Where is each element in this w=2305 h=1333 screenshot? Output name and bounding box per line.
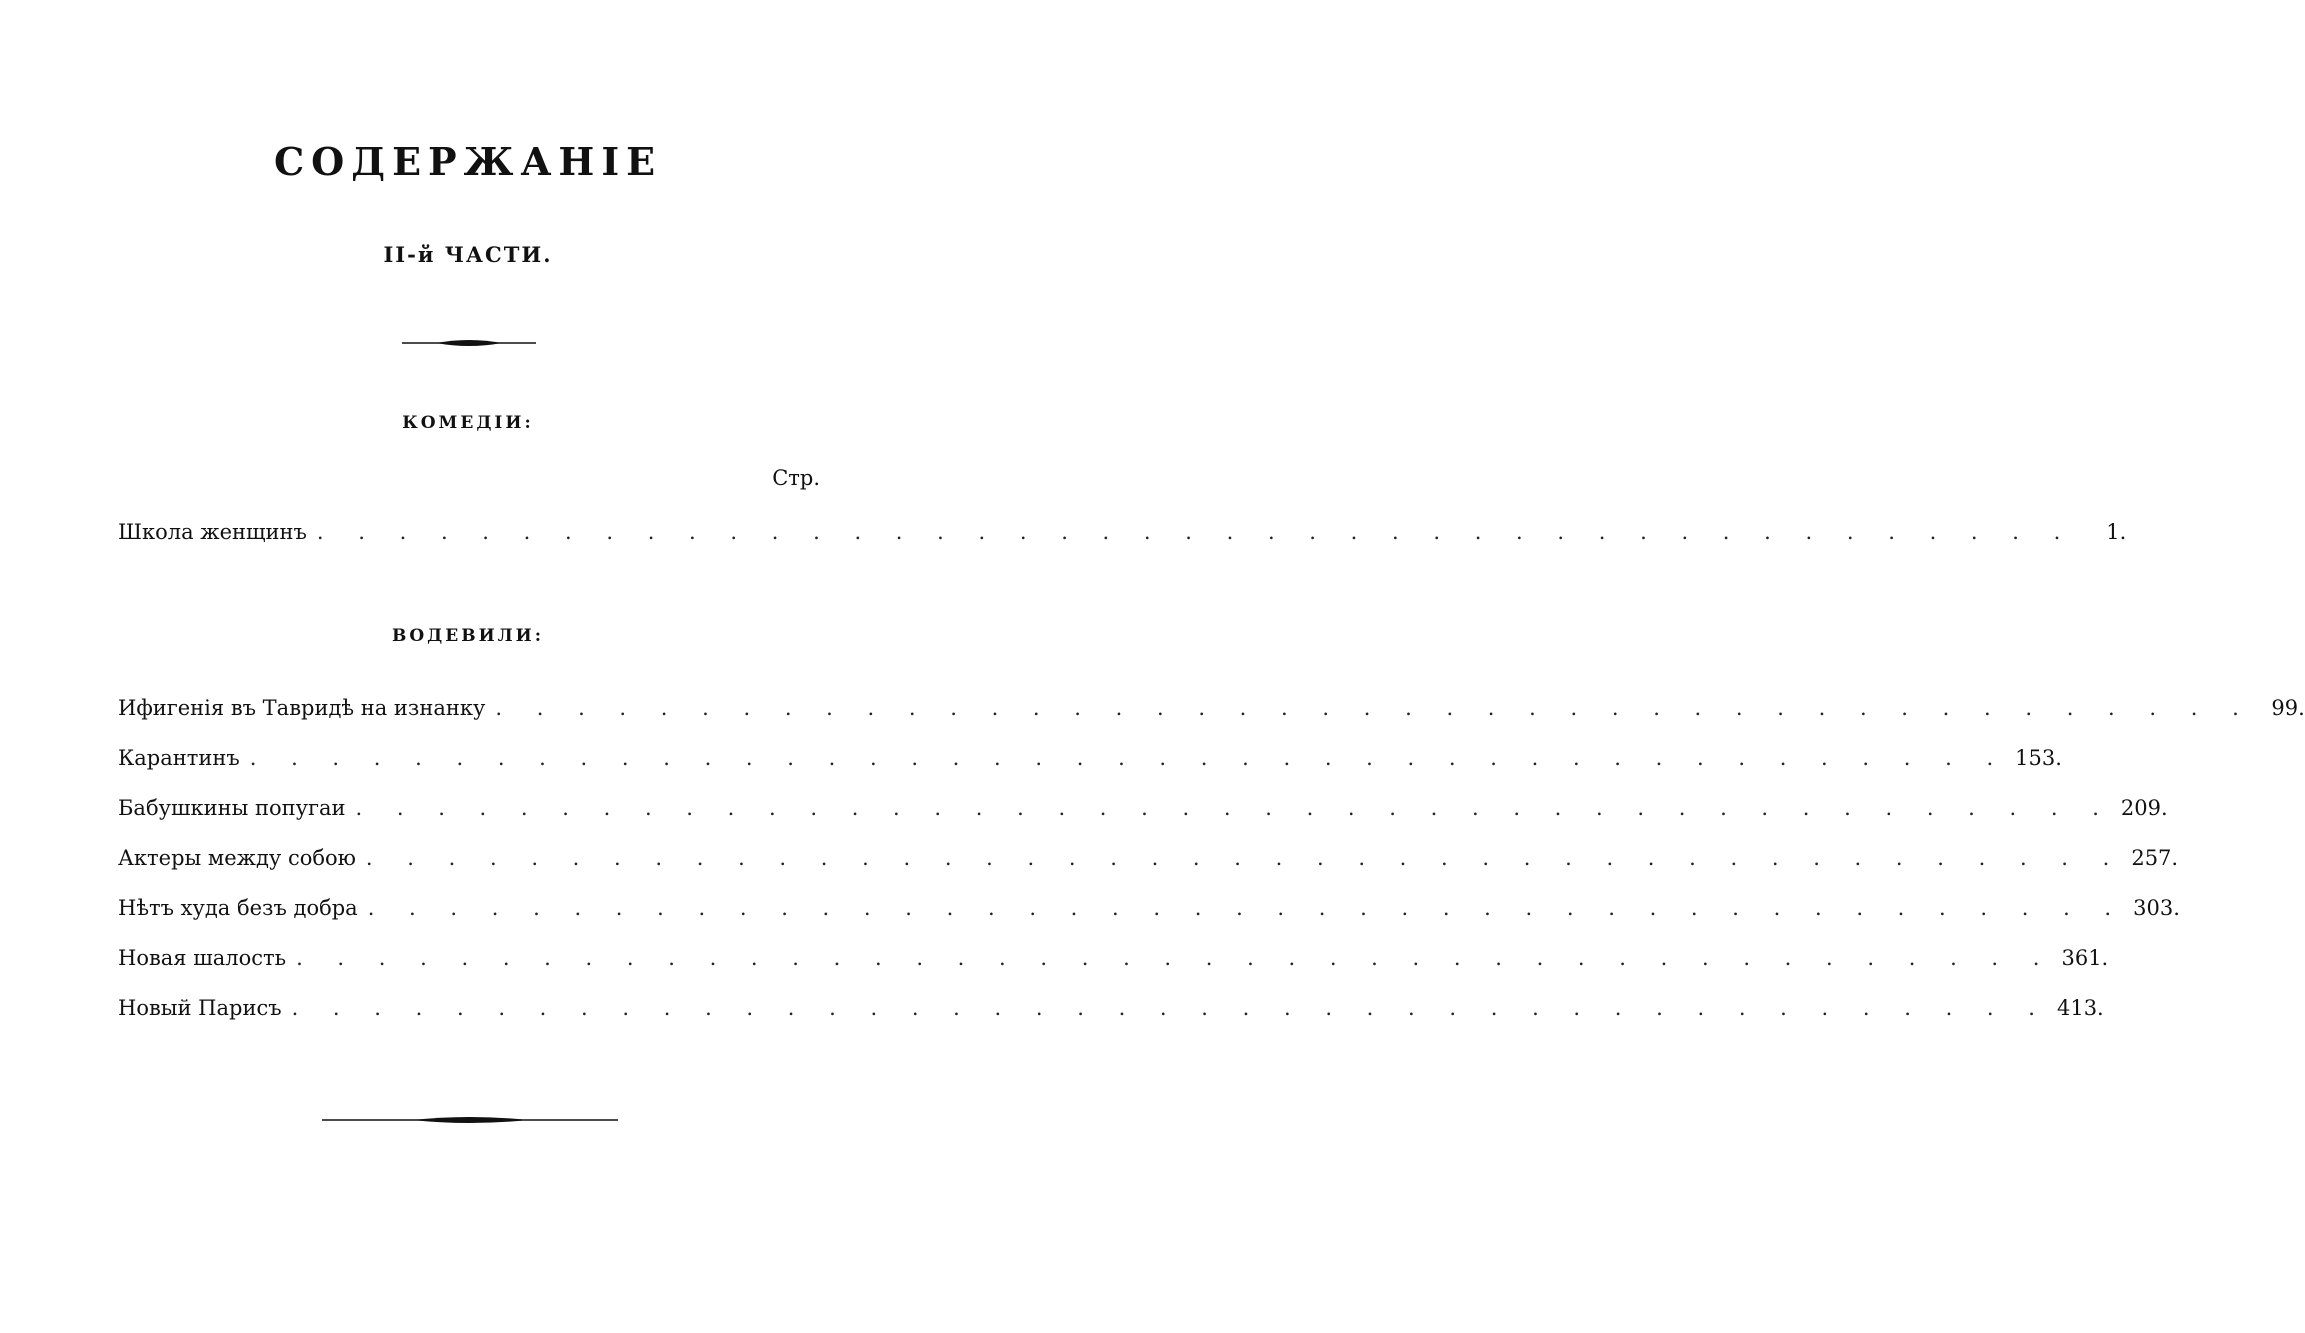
- toc-entry[interactable]: [118, 794, 2168, 844]
- dot-leader: . . . . . . . . . . . . . . . . . . . . . . . . . . . . . . . . . . . . . . . . . . .: [365, 846, 2124, 870]
- toc-list-vaudevilles: [118, 694, 2305, 1044]
- toc-entry[interactable]: [118, 844, 2179, 894]
- toc-entry-page: 303.: [2133, 896, 2180, 920]
- toc-entry[interactable]: [118, 694, 2305, 744]
- toc-entry-page: 209.: [2120, 796, 2168, 820]
- toc-entry-page: 361.: [2061, 946, 2109, 970]
- toc-entry[interactable]: [118, 944, 2109, 994]
- section-heading-vaudevilles: ВОДЕВИЛИ:: [391, 626, 545, 646]
- dot-leader: . . . . . . . . . . . . . . . . . . . . . . . . . . . . . . . . . . . . . . . . . . .: [495, 696, 2253, 720]
- toc-entry[interactable]: [118, 744, 2062, 794]
- toc-entry[interactable]: [118, 518, 2127, 568]
- page-subtitle: II-й ЧАСТИ.: [383, 242, 553, 267]
- toc-entry-title: Бабушкины попугаи: [118, 796, 346, 820]
- toc-entry-title: Новая шалость: [118, 946, 287, 970]
- toc-entry-title: Карантинъ: [118, 746, 240, 770]
- dot-leader: . . . . . . . . . . . . . . . . . . . . . . . . . . . . . . . . . . . . . . . . . . .: [316, 520, 2075, 544]
- toc-entry-page: 1.: [2106, 520, 2127, 544]
- page-column-label: Стр.: [772, 466, 820, 490]
- dot-leader: . . . . . . . . . . . . . . . . . . . . . . . . . . . . . . . . . . . . . . . . . . .: [367, 896, 2126, 920]
- ornamental-rule-top: [402, 337, 536, 349]
- section-heading-comedies: КОМЕДІИ:: [402, 413, 534, 433]
- toc-entry-title: Актеры между собою: [118, 846, 356, 870]
- toc-entry-page: 153.: [2015, 746, 2062, 770]
- page-title: СОДЕРЖАНІЕ: [273, 139, 663, 184]
- toc-entry[interactable]: [118, 994, 2104, 1044]
- toc-list-comedies: [118, 518, 2127, 568]
- dot-leader: . . . . . . . . . . . . . . . . . . . . . . . . . . . . . . . . . . . . . . . . . . .: [355, 796, 2113, 820]
- toc-entry-page: 99.: [2271, 696, 2305, 720]
- toc-entry-title: Нѣтъ худа безъ добра: [118, 896, 358, 920]
- toc-entry-title: Ифигенія въ Тавридѣ на изнанку: [118, 696, 486, 720]
- toc-entry-page: 413.: [2056, 996, 2104, 1020]
- toc-entry-page: 257.: [2131, 846, 2179, 870]
- toc-entry-title: Новый Парисъ: [118, 996, 282, 1020]
- ornamental-rule-bottom: [322, 1114, 618, 1126]
- dot-leader: . . . . . . . . . . . . . . . . . . . . . . . . . . . . . . . . . . . . . . . . . . .: [296, 946, 2054, 970]
- dot-leader: . . . . . . . . . . . . . . . . . . . . . . . . . . . . . . . . . . . . . . . . . . .: [291, 996, 2049, 1020]
- toc-entry[interactable]: [118, 894, 2180, 944]
- dot-leader: . . . . . . . . . . . . . . . . . . . . . . . . . . . . . . . . . . . . . . . . . . .: [249, 746, 2008, 770]
- toc-entry-title: Школа женщинъ: [118, 520, 307, 544]
